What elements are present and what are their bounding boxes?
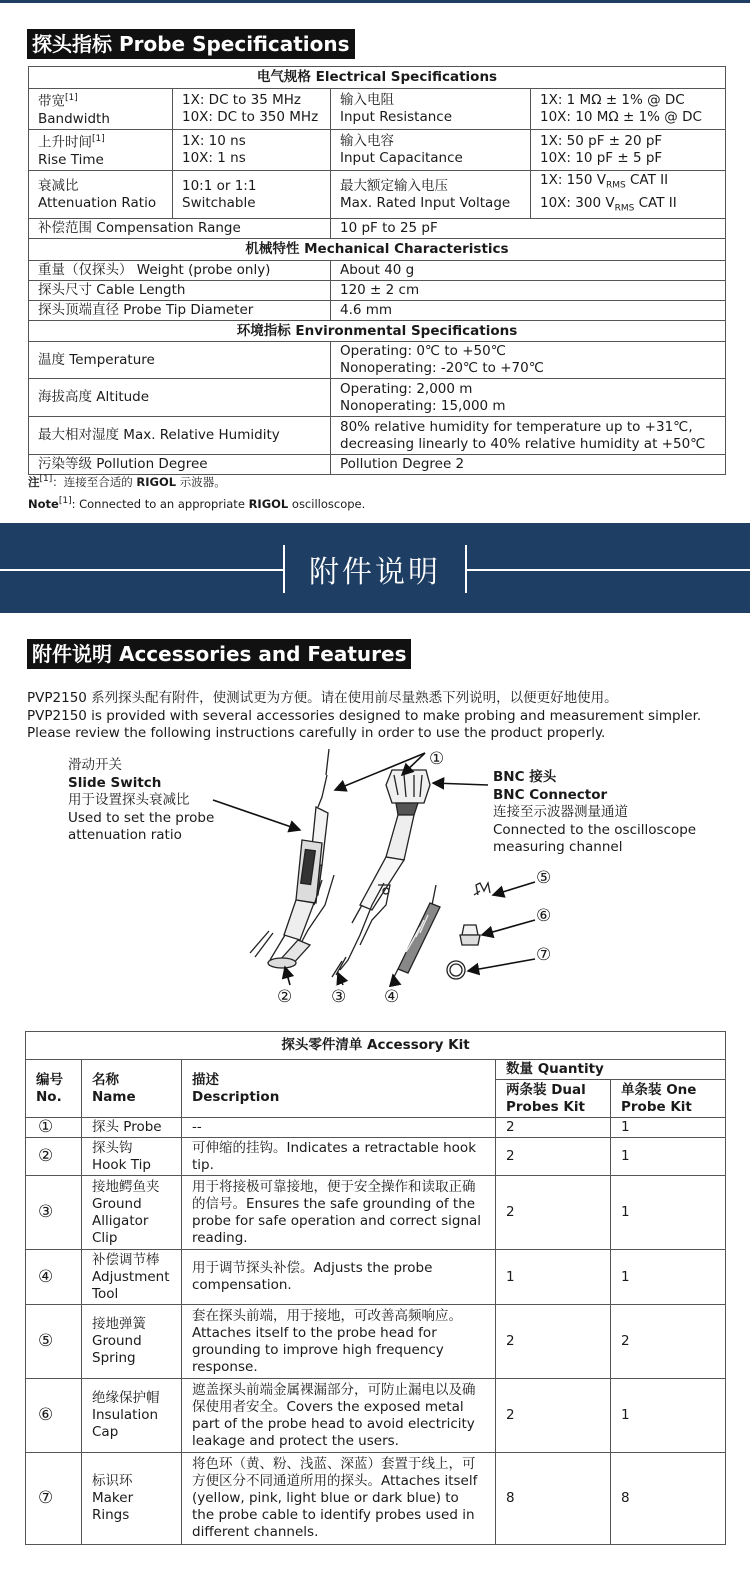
- callout-2: ②: [277, 987, 293, 1007]
- accessory-diagram: [0, 745, 750, 1020]
- electrical-header: 电气规格 Electrical Specifications: [29, 67, 726, 89]
- environmental-header: 环境指标 Environmental Specifications: [29, 321, 726, 342]
- compensation-value: 10 pF to 25 pF: [331, 219, 726, 239]
- kit-row-desc: 套在探头前端，用于接地，可改善高频响应。Attaches itself to the probe head for grounding to improve high frequency response.: [182, 1305, 496, 1379]
- kit-row-desc: --: [182, 1118, 496, 1138]
- kit-row-name: 补偿调节棒 Adjustment Tool: [82, 1250, 182, 1305]
- kit-row-dual: 2: [496, 1176, 611, 1250]
- table-row: [29, 342, 726, 379]
- kit-row-name: 标识环 Maker Rings: [82, 1453, 182, 1545]
- accessories-intro: [27, 690, 737, 743]
- temperature-value: Operating: 0℃ to +50℃ Nonoperating: -20℃ to +70℃: [331, 342, 726, 379]
- table-row: [26, 1176, 726, 1250]
- input-resistance-value: 1X: 1 MΩ ± 1% @ DC 10X: 10 MΩ ± 1% @ DC: [531, 89, 726, 130]
- rise-time-label: 上升时间[1] Rise Time: [29, 130, 173, 171]
- callout-1: ①: [429, 749, 445, 769]
- table-row: [29, 281, 726, 301]
- kit-row-one: 1: [611, 1250, 726, 1305]
- adjustment-tool-icon: [394, 885, 440, 977]
- input-capacitance-label: 输入电容 Input Capacitance: [331, 130, 531, 171]
- intro-line-cn: PVP2150 系列探头配有附件，使测试更为方便。请在使用前尽量熟悉下列说明，以便更好地使用。: [27, 690, 618, 706]
- kit-title: 探头零件清单 Accessory Kit: [26, 1032, 726, 1060]
- table-row: [26, 1250, 726, 1305]
- bandwidth-value: 1X: DC to 35 MHz 10X: DC to 350 MHz: [173, 89, 331, 130]
- cable-length-value: 120 ± 2 cm: [331, 281, 726, 301]
- callout-3: ③: [331, 987, 347, 1007]
- note-en: Note[1]: Connected to an appropriate RIGOL oscilloscope.: [28, 495, 366, 511]
- altitude-label: 海拔高度 Altitude: [29, 379, 331, 417]
- kit-row-one: 1: [611, 1118, 726, 1138]
- table-row: [29, 417, 726, 455]
- callout-4: ④: [384, 987, 400, 1007]
- kit-row-desc: 用于将接极可靠接地，便于安全操作和读取正确的信号。Ensures the safe grounding of the probe for safe operation and correct signal reading.: [182, 1176, 496, 1250]
- attenuation-value: 10:1 or 1:1 Switchable: [173, 171, 331, 219]
- alligator-clip-icon: [332, 883, 390, 977]
- kit-row-dual: 1: [496, 1250, 611, 1305]
- banner-title: 附件说明: [309, 555, 441, 590]
- kit-row-no: ④: [26, 1250, 82, 1305]
- kit-row-one: 1: [611, 1176, 726, 1250]
- tip-diameter-value: 4.6 mm: [331, 301, 726, 321]
- probe-specs-heading: 探头指标 Probe Specifications: [27, 29, 355, 59]
- kit-row-name: 接地鳄鱼夹 Ground Alligator Clip: [82, 1176, 182, 1250]
- pollution-label: 污染等级 Pollution Degree: [29, 455, 331, 475]
- attenuation-label: 衰减比 Attenuation Ratio: [29, 171, 173, 219]
- section-banner: [0, 523, 750, 613]
- weight-value: About 40 g: [331, 261, 726, 281]
- table-row: [29, 130, 726, 171]
- input-capacitance-value: 1X: 50 pF ± 20 pF 10X: 10 pF ± 5 pF: [531, 130, 726, 171]
- input-resistance-label: 输入电阻 Input Resistance: [331, 89, 531, 130]
- table-row: [26, 1138, 726, 1176]
- table-row: [29, 379, 726, 417]
- col-dual-header: 两条装 Dual Probes Kit: [496, 1080, 611, 1118]
- kit-row-name: 绝缘保护帽 Insulation Cap: [82, 1379, 182, 1453]
- kit-row-one: 8: [611, 1453, 726, 1545]
- kit-row-no: ⑦: [26, 1453, 82, 1545]
- kit-row-dual: 2: [496, 1379, 611, 1453]
- kit-row-name: 探头 Probe: [82, 1118, 182, 1138]
- col-desc-header: 描述 Description: [182, 1060, 496, 1118]
- intro-line-en-1: PVP2150 is provided with several accessories designed to make probing and measurement simpler.: [27, 707, 702, 724]
- kit-row-no: ②: [26, 1138, 82, 1176]
- col-name-header: 名称 Name: [82, 1060, 182, 1118]
- intro-line-en-2: Please review the following instructions carefully in order to use the product properly.: [27, 725, 606, 741]
- pollution-value: Pollution Degree 2: [331, 455, 726, 475]
- marker-ring-icon: [447, 961, 465, 979]
- slide-switch-label: 滑动开关 Slide Switch 用于设置探头衰减比 Used to set the probe attenuation ratio: [68, 757, 215, 843]
- kit-row-no: ③: [26, 1176, 82, 1250]
- humidity-value: 80% relative humidity for temperature up to +31℃, decreasing linearly to 40% relative humidity at +50℃: [331, 417, 726, 455]
- kit-row-no: ⑤: [26, 1305, 82, 1379]
- temperature-label: 温度 Temperature: [29, 342, 331, 379]
- note-cn: 注[1]：连接至合适的 RIGOL 示波器。: [28, 474, 226, 489]
- probe-with-switch-icon: [250, 749, 329, 960]
- table-row: [29, 171, 726, 219]
- ground-spring-icon: [474, 883, 490, 895]
- table-row: [29, 301, 726, 321]
- kit-row-no: ⑥: [26, 1379, 82, 1453]
- col-qty-header: 数量 Quantity: [496, 1060, 726, 1080]
- kit-row-dual: 2: [496, 1138, 611, 1176]
- kit-row-one: 1: [611, 1138, 726, 1176]
- weight-label: 重量（仅探头） Weight (probe only): [29, 261, 331, 281]
- kit-row-dual: 2: [496, 1305, 611, 1379]
- callout-7: ⑦: [536, 945, 552, 965]
- kit-row-name: 探头钩 Hook Tip: [82, 1138, 182, 1176]
- table-row: [26, 1453, 726, 1545]
- table-row: [26, 1305, 726, 1379]
- bnc-connector-label: BNC 接头 BNC Connector 连接至示波器测量通道 Connected to the oscilloscope measuring channel: [493, 769, 697, 855]
- max-voltage-value: 1X: 150 $V_{RMS}$ CAT II 10X: 300 $V_{RMS}$ CAT II: [531, 171, 726, 219]
- compensation-label: 补偿范围 Compensation Range: [29, 219, 331, 239]
- kit-row-dual: 8: [496, 1453, 611, 1545]
- mechanical-header: 机械特性 Mechanical Characteristics: [29, 239, 726, 261]
- kit-row-no: ①: [26, 1118, 82, 1138]
- kit-row-name: 接地弹簧 Ground Spring: [82, 1305, 182, 1379]
- altitude-value: Operating: 2,000 m Nonoperating: 15,000 m: [331, 379, 726, 417]
- kit-row-desc: 将色环（黄、粉、浅蓝、深蓝）套置于线上，可方便区分不同通道所用的探头。Attaches itself (yellow, pink, light blue or dark blue) to the probe cable to identify probes used in different channels.: [182, 1453, 496, 1545]
- kit-row-desc: 可伸缩的挂钩。Indicates a retractable hook tip.: [182, 1138, 496, 1176]
- kit-row-one: 1: [611, 1379, 726, 1453]
- col-one-header: 单条装 One Probe Kit: [611, 1080, 726, 1118]
- kit-row-dual: 2: [496, 1118, 611, 1138]
- rise-time-value: 1X: 10 ns 10X: 1 ns: [173, 130, 331, 171]
- table-row: [29, 89, 726, 130]
- callout-arrows: [213, 749, 535, 985]
- callout-6: ⑥: [536, 906, 552, 926]
- table-row: [26, 1118, 726, 1138]
- callout-5: ⑤: [536, 868, 552, 888]
- bnc-connector-icon: [352, 770, 430, 923]
- kit-row-desc: 遮盖探头前端金属裸漏部分，可防止漏电以及确保使用者安全。Covers the exposed metal part of the probe head to avoid electricity leakage and protect the users.: [182, 1379, 496, 1453]
- table-row: [26, 1379, 726, 1453]
- accessories-heading: 附件说明 Accessories and Features: [27, 639, 411, 669]
- humidity-label: 最大相对湿度 Max. Relative Humidity: [29, 417, 331, 455]
- max-voltage-label: 最大额定输入电压 Max. Rated Input Voltage: [331, 171, 531, 219]
- top-strip: [0, 0, 750, 3]
- table-row: [29, 219, 726, 239]
- tip-diameter-label: 探头顶端直径 Probe Tip Diameter: [29, 301, 331, 321]
- kit-row-one: 2: [611, 1305, 726, 1379]
- accessory-kit-table: [25, 1031, 726, 1545]
- kit-row-desc: 用于调节探头补偿。Adjusts the probe compensation.: [182, 1250, 496, 1305]
- bandwidth-label: 带宽[1] Bandwidth: [29, 89, 173, 130]
- table-row: [29, 261, 726, 281]
- cable-length-label: 探头尺寸 Cable Length: [29, 281, 331, 301]
- spec-table: [28, 66, 726, 475]
- footnotes: [28, 470, 365, 514]
- insulation-cap-icon: [460, 925, 480, 945]
- col-no-header: 编号 No.: [26, 1060, 82, 1118]
